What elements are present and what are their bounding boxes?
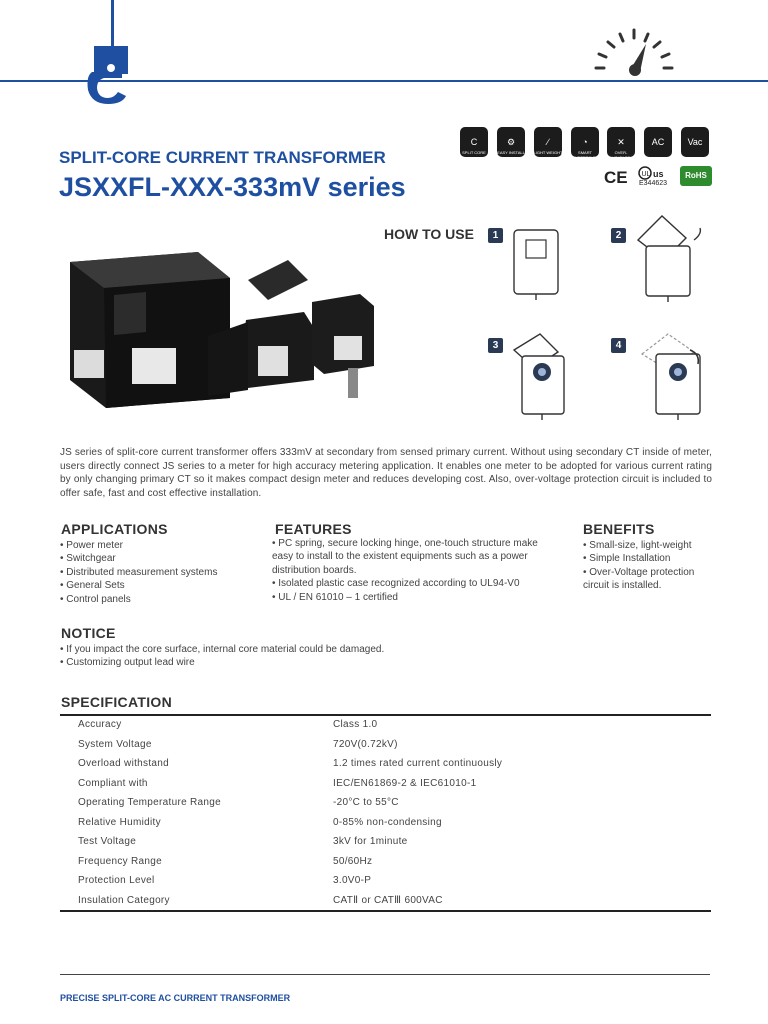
list-item: • Isolated plastic case recognized according to UL94-V0 [272,578,520,590]
how-to-use-title: HOW TO USE [384,226,474,242]
table-row [60,813,711,833]
spec-value: 0-85% non-condensing [333,816,442,828]
table-row [60,852,711,872]
product-photo [48,240,388,410]
spec-key: Frequency Range [78,855,162,867]
spec-key: Accuracy [78,719,122,731]
table-row [60,774,711,794]
features-heading: FEATURES [275,521,352,537]
step-number: 4 [611,338,626,353]
table-rule [60,910,711,912]
spec-key: Relative Humidity [78,816,161,828]
list-item: • Customizing output lead wire [60,657,195,669]
step-number: 2 [611,228,626,243]
hook-line [111,0,114,46]
list-item: • Power meter [60,540,123,551]
product-title: JSXXFL-XXX-333mV series [59,172,406,202]
ul-file-number: E344623 [639,180,668,187]
footer-text: PRECISE SPLIT-CORE AC CURRENT TRANSFORMER [60,993,291,1003]
ac-icon: AC [644,127,672,157]
spec-key: Compliant with [78,777,148,789]
icon-caption: LIGHT WEIGHT [533,150,563,155]
spec-key: Protection Level [78,875,155,887]
intro-paragraph: JS series of split-core current transformer offers 333mV at secondary from sensed primary current. Without using secondary CT inside of meter, users directly connect JS series to a meter for high accuracy metering application. It enables one meter to be adopted for various current rating by only changing primary CT so it makes compact design meter and reduces developing cost. Also, over-voltage protection circuit is included to offer safe, fast and cost effective installation. [60,447,712,499]
table-row [60,793,711,813]
table-row [60,754,711,774]
icon-caption: SPLIT CORE [462,150,486,155]
specification-heading: SPECIFICATION [61,694,172,710]
rohs-badge: RoHS [680,166,712,186]
icon-caption: SMART METERING [574,150,596,160]
gauge-icon [588,26,688,78]
list-item: • Distributed measurement systems [60,566,218,578]
spec-value: 50/60Hz [333,855,373,867]
svg-text:UL: UL [641,171,651,178]
ce-mark: CE [604,168,628,187]
list-item: • Small-size, light-weight [583,540,692,551]
table-row [60,715,711,735]
spec-value: -20°C to 55°C [333,797,399,809]
spec-value: IEC/EN61869-2 & IEC61010-1 [333,777,477,789]
spec-key: Overload withstand [78,758,170,770]
footer-rule [60,974,710,975]
vac-icon: Vac [681,127,709,157]
spec-key: Insulation Category [78,894,170,906]
spec-value: 1.2 times rated current continuously [333,758,503,770]
list-item: • Control panels [60,593,131,605]
icon-caption: EASY INSTALL [497,150,525,155]
step-3-diagram [504,330,576,422]
metering-icon: ◔ [571,127,599,157]
notice-heading: NOTICE [61,625,116,641]
spec-value: 3kV for 1minute [333,836,408,848]
table-row [60,735,711,755]
spec-value: CATⅡ or CATⅢ 600VAC [333,894,443,906]
table-row [60,871,711,891]
spec-value: Class 1.0 [333,719,378,731]
ul-mark-icon [638,166,674,180]
step-2-diagram [628,210,708,302]
step-1-diagram [504,222,568,302]
benefits-heading: BENEFITS [583,521,655,537]
benefits-list [583,539,715,593]
step-number: 1 [488,228,503,243]
table-row [60,891,711,911]
protection-icon: ✕ [607,127,635,157]
spec-value: 720V(0.72kV) [333,738,398,750]
spec-table [60,715,711,910]
product-subtitle: SPLIT-CORE CURRENT TRANSFORMER [59,148,386,167]
step-4-diagram [628,330,708,422]
table-row [60,832,711,852]
list-item: • General Sets [60,580,125,592]
applications-list [60,539,260,606]
spec-value: 3.0V0-P [333,875,372,887]
list-item: • UL / EN 61010 – 1 certified [272,591,398,603]
list-item: • If you impact the core surface, internal core material could be damaged. [60,644,385,655]
spec-key: Operating Temperature Range [78,797,221,809]
list-item: • Switchgear [60,553,116,565]
step-number: 3 [488,338,503,353]
icon-caption: OVER-VOLTAGE PROTECTION [607,150,635,165]
spec-key: System Voltage [78,738,152,750]
spec-key: Test Voltage [78,836,137,848]
install-icon: ⚙ [497,127,525,157]
split-core-icon: C [460,127,488,157]
notice-list [60,643,660,670]
svg-text:us: us [653,169,664,179]
list-item: • PC spring, secure locking hinge, one-touch structure make easy to install to the existent equipments such as a power distribution boards. [272,538,538,576]
applications-heading: APPLICATIONS [61,521,168,537]
clamp-logo-icon [84,42,134,108]
light-weight-icon: ∕ [534,127,562,157]
features-list [272,537,556,604]
list-item: • Over-Voltage protection circuit is installed. [583,566,695,592]
list-item: • Simple Installation [583,553,671,565]
